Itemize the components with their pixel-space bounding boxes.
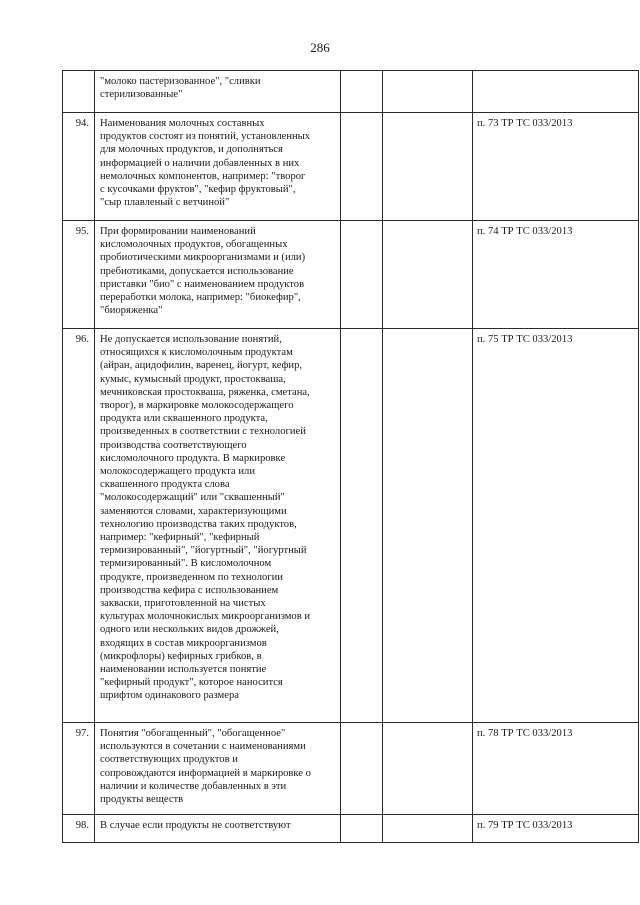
text-line: для молочных продуктов, и дополняться [100,144,283,156]
table-row [63,71,639,113]
empty-cell [341,221,383,329]
row-number: 95. [63,221,95,329]
text-line: приставки "био" с наименованием продуктов [100,278,305,290]
row-number [63,71,95,113]
row-number: 98. [63,815,95,843]
text-line: относящихся к кисломолочным продуктам [100,347,293,359]
regulation-reference: п. 75 ТР ТС 033/2013 [473,329,639,723]
table-row [63,815,639,843]
row-number: 96. [63,329,95,723]
text-line: производства кефира с использованием [100,584,279,596]
empty-cell [383,815,473,843]
text-line: продукты веществ [100,794,184,806]
table-row [63,329,639,723]
text-line: например: "кефирный", "кефирный [100,532,260,544]
text-line: используются в сочетании с наименованиями [100,741,306,753]
text-line: В случае если продукты не соответствуют [100,820,291,831]
text-line: с кусочками фруктов", "кефир фруктовый", [100,184,296,196]
text-line: пробиотическими микроорганизмами и (или) [100,252,306,264]
requirement-text [95,815,341,843]
table-row [63,113,639,221]
regulation-reference: п. 78 ТР ТС 033/2013 [473,723,639,815]
text-line: творог), в маркировке молокосодержащего [100,400,294,412]
text-line: кисломолочного продукта. В маркировке [100,452,286,464]
text-line: наличии и количестве добавленных в эти [100,780,287,792]
table-row [63,723,639,815]
requirements-table [62,70,639,843]
table-row [63,221,639,329]
text-line: Понятия "обогащенный", "обогащенное" [100,728,286,739]
requirement-text [95,723,341,815]
empty-cell [383,221,473,329]
empty-cell [341,815,383,843]
text-line: "кефирный продукт", которое наносится [100,677,283,689]
text-line: (микрофлоры) кефирных грибков, в [100,650,262,662]
text-line: При формировании наименований [100,226,256,237]
empty-cell [383,329,473,723]
text-line: молокосодержащего продукта или [100,466,255,478]
empty-cell [383,71,473,113]
empty-cell [341,113,383,221]
text-line: "сыр плавленый с ветчиной" [100,197,230,209]
text-line: "биоряженка" [100,305,163,317]
page-number: 286 [310,40,330,55]
text-line: термизированный". В кисломолочном [100,558,272,570]
regulation-reference: п. 74 ТР ТС 033/2013 [473,221,639,329]
text-line: производства соответствующего [100,439,247,451]
text-line: продуктов состоят из понятий, установленных [100,131,311,143]
text-line: мечниковская простокваша, ряженка, сметана, [100,386,310,398]
text-line: немолочных компонентов, например: "творог [100,170,306,182]
requirement-text [95,113,341,221]
requirement-text [95,71,341,113]
empty-cell [341,71,383,113]
text-line: заменяются словами, характеризующими [100,505,287,517]
text-line: Наименования молочных составных [100,118,265,129]
text-line: сопровождаются информацией в маркировке о [100,767,311,779]
text-line: соответствующих продуктов и [100,754,238,766]
text-line: "молоко пастеризованное", "сливки [100,76,261,87]
text-line: кумыс, кумысный продукт, простокваша, [100,373,286,385]
text-line: продукте, произведенном по технологии [100,571,283,583]
requirement-text [95,329,341,723]
text-line: кисломолочных продуктов, обогащенных [100,239,288,251]
text-line: входящих в состав микроорганизмов [100,637,267,649]
row-number: 94. [63,113,95,221]
text-line: (айран, ацидофилин, варенец, йогурт, кефир, [100,360,303,372]
text-line: культурах молочнокислых микроорганизмов и [100,611,311,623]
regulation-reference: п. 79 ТР ТС 033/2013 [473,815,639,843]
text-line: информацией о наличии добавленных в них [100,157,300,169]
requirement-text [95,221,341,329]
text-line: закваски, приготовленной на чистых [100,598,266,610]
text-line: термизированный", "йогуртный", "йогуртный [100,545,307,557]
row-number: 97. [63,723,95,815]
empty-cell [341,329,383,723]
text-line: шрифтом одинакового размера [100,690,239,702]
text-line: продукта или сквашенного продукта, [100,413,268,425]
text-line: произведенных в соответствии с технологией [100,426,306,438]
regulation-reference [473,71,639,113]
text-line: "молокосодержащий" или "сквашенный" [100,492,285,504]
regulation-reference: п. 73 ТР ТС 033/2013 [473,113,639,221]
text-line: технологию производства таких продуктов, [100,518,297,530]
text-line: сквашенного продукта слова [100,479,230,491]
empty-cell [341,723,383,815]
text-line: наименовании используется понятие [100,664,267,676]
text-line: одного или нескольких видов дрожжей, [100,624,279,636]
text-line: стерилизованные" [100,89,183,101]
text-line: Не допускается использование понятий, [100,334,282,345]
table-body [63,71,639,843]
text-line: переработки молока, например: "биокефир", [100,292,301,304]
text-line: пребиотиками, допускается использование [100,265,294,277]
empty-cell [383,723,473,815]
empty-cell [383,113,473,221]
